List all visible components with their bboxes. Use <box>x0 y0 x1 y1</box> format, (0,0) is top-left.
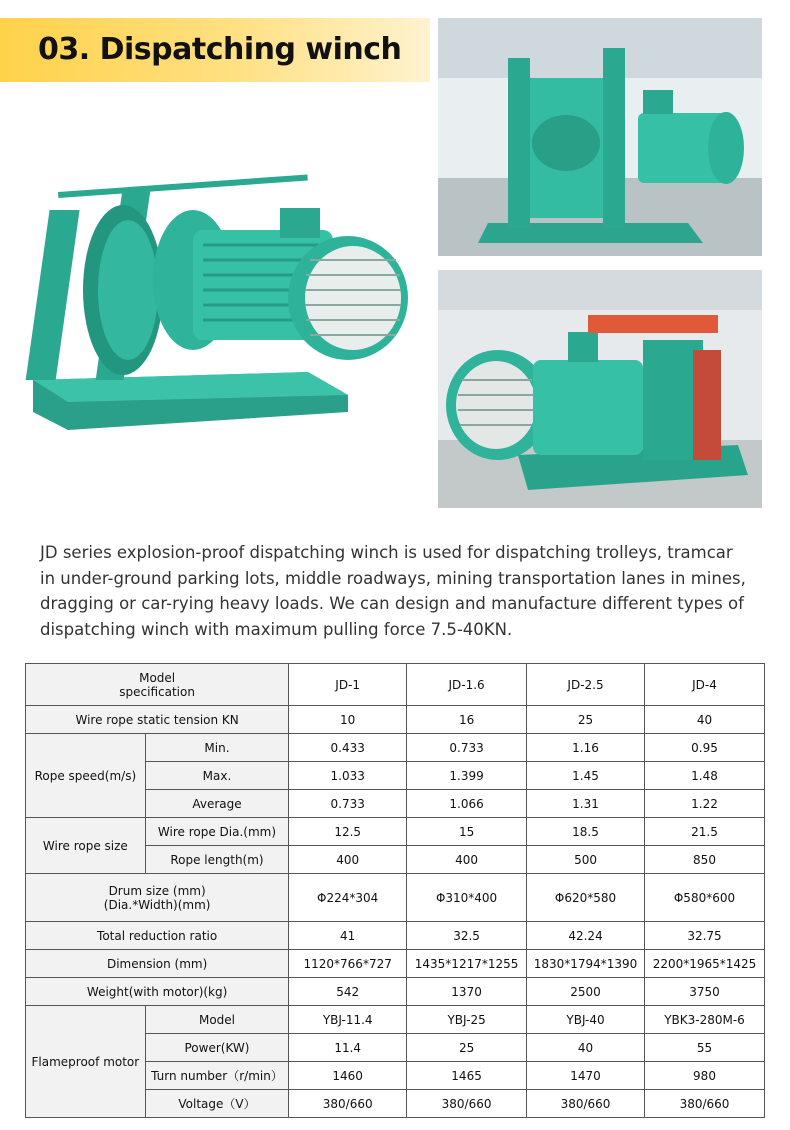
spec-table <box>25 663 765 1118</box>
row-sub-label: Power(KW) <box>145 1034 289 1062</box>
table-cell: 1370 <box>407 978 527 1006</box>
row-sub-label: Voltage（V） <box>145 1090 289 1118</box>
table-cell: Φ620*580 <box>527 874 645 922</box>
table-cell: 2500 <box>527 978 645 1006</box>
table-cell: 55 <box>645 1034 765 1062</box>
model-jd4: JD-4 <box>645 664 765 706</box>
table-cell: YBJ-11.4 <box>289 1006 407 1034</box>
rope-speed-label: Rope speed(m/s) <box>26 734 146 818</box>
page-title: 03. Dispatching winch <box>38 32 402 67</box>
table-cell: 1830*1794*1390 <box>527 950 645 978</box>
motor-label: Flameproof motor <box>26 1006 146 1118</box>
table-cell: 15 <box>407 818 527 846</box>
table-cell: 18.5 <box>527 818 645 846</box>
row-sub-label: Average <box>145 790 289 818</box>
row-sub-label: Max. <box>145 762 289 790</box>
table-cell: 850 <box>645 846 765 874</box>
table-row <box>26 950 765 978</box>
table-cell: Φ310*400 <box>407 874 527 922</box>
tension-label: Wire rope static tension KN <box>26 706 289 734</box>
header-band <box>0 18 430 82</box>
table-cell: 12.5 <box>289 818 407 846</box>
table-cell: 1435*1217*1255 <box>407 950 527 978</box>
reduction-label: Total reduction ratio <box>26 922 289 950</box>
table-row <box>26 978 765 1006</box>
table-row <box>26 734 765 762</box>
table-cell: 380/660 <box>645 1090 765 1118</box>
table-cell: 1.033 <box>289 762 407 790</box>
wire-rope-label: Wire rope size <box>26 818 146 874</box>
table-cell: YBK3-280M-6 <box>645 1006 765 1034</box>
table-cell: 21.5 <box>645 818 765 846</box>
table-cell: 2200*1965*1425 <box>645 950 765 978</box>
table-row <box>26 874 765 922</box>
table-cell: 3750 <box>645 978 765 1006</box>
table-cell: 1470 <box>527 1062 645 1090</box>
table-cell: 25 <box>407 1034 527 1062</box>
row-sub-label: Rope length(m) <box>145 846 289 874</box>
table-row <box>26 922 765 950</box>
table-cell: 500 <box>527 846 645 874</box>
table-cell: 1.22 <box>645 790 765 818</box>
table-cell: Φ580*600 <box>645 874 765 922</box>
model-spec-header: Model specification <box>26 664 289 706</box>
table-cell: 42.24 <box>527 922 645 950</box>
table-cell: 1120*766*727 <box>289 950 407 978</box>
table-cell: 10 <box>289 706 407 734</box>
row-sub-label: Turn number（r/min） <box>145 1062 289 1090</box>
table-cell: 400 <box>289 846 407 874</box>
table-row <box>26 706 765 734</box>
row-sub-label: Wire rope Dia.(mm) <box>145 818 289 846</box>
winch-photo-main <box>18 150 428 480</box>
table-cell: 380/660 <box>527 1090 645 1118</box>
table-cell: 40 <box>645 706 765 734</box>
model-jd1-6: JD-1.6 <box>407 664 527 706</box>
table-cell: 1.066 <box>407 790 527 818</box>
table-cell: 41 <box>289 922 407 950</box>
table-cell: 11.4 <box>289 1034 407 1062</box>
winch-photo-front <box>438 18 762 256</box>
table-cell: 1.48 <box>645 762 765 790</box>
table-cell: 32.5 <box>407 922 527 950</box>
table-header-row <box>26 664 765 706</box>
product-description: JD series explosion-proof dispatching winch is used for dispatching trolleys, tramcar in under-ground parking lots, middle roadways, mining transportation lanes in mines, dragging or car-rying heavy loads. We can design and manufacture different types of dispatching winch with maximum pulling force 7.5-40KN. <box>40 543 746 639</box>
row-sub-label: Model <box>145 1006 289 1034</box>
table-cell: 400 <box>407 846 527 874</box>
table-cell: 1.16 <box>527 734 645 762</box>
table-cell: 0.733 <box>407 734 527 762</box>
table-cell: 25 <box>527 706 645 734</box>
table-cell: 1.45 <box>527 762 645 790</box>
table-cell: 40 <box>527 1034 645 1062</box>
table-cell: 380/660 <box>289 1090 407 1118</box>
row-sub-label: Min. <box>145 734 289 762</box>
table-cell: 0.433 <box>289 734 407 762</box>
table-cell: 0.733 <box>289 790 407 818</box>
table-cell: YBJ-25 <box>407 1006 527 1034</box>
table-cell: 542 <box>289 978 407 1006</box>
winch-photo-side <box>438 270 762 508</box>
table-row <box>26 818 765 846</box>
table-cell: 1465 <box>407 1062 527 1090</box>
table-cell: YBJ-40 <box>527 1006 645 1034</box>
table-row <box>26 1006 765 1034</box>
dimension-label: Dimension (mm) <box>26 950 289 978</box>
drum-size-label: Drum size (mm) (Dia.*Width)(mm) <box>26 874 289 922</box>
table-cell: 32.75 <box>645 922 765 950</box>
table-cell: 980 <box>645 1062 765 1090</box>
model-jd2-5: JD-2.5 <box>527 664 645 706</box>
table-cell: 1.399 <box>407 762 527 790</box>
table-cell: 16 <box>407 706 527 734</box>
table-cell: 380/660 <box>407 1090 527 1118</box>
table-cell: 1460 <box>289 1062 407 1090</box>
table-cell: 1.31 <box>527 790 645 818</box>
table-cell: Φ224*304 <box>289 874 407 922</box>
weight-label: Weight(with motor)(kg) <box>26 978 289 1006</box>
table-cell: 0.95 <box>645 734 765 762</box>
model-jd1: JD-1 <box>289 664 407 706</box>
